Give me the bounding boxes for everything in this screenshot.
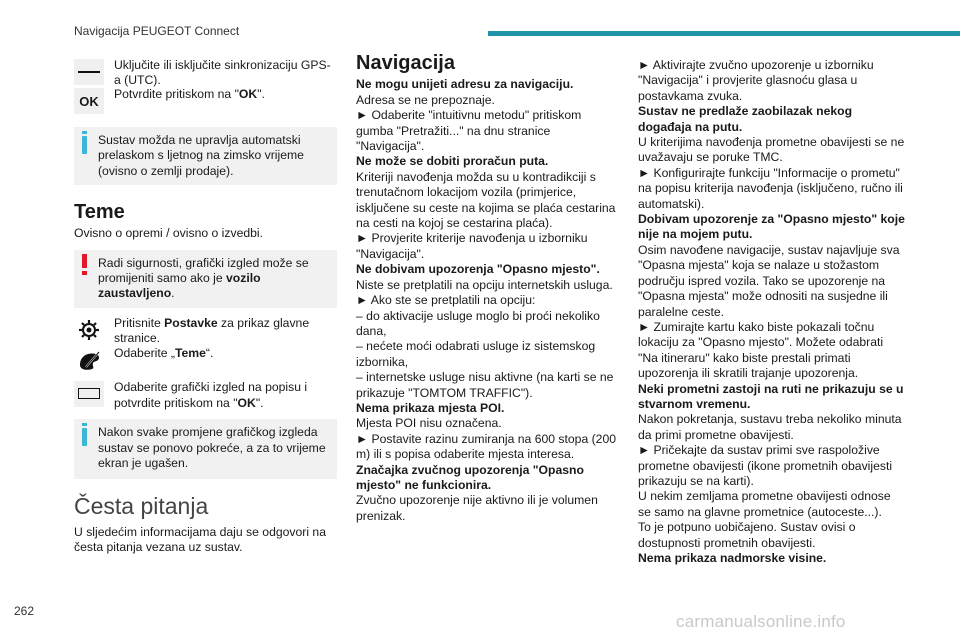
faq-question: Ne dobivam upozorenja "Opasno mjesto". (356, 262, 600, 277)
faq-question: Značajka zvučnog upozorenja "Opasno mjesto" ne funkcionira. (356, 462, 584, 492)
faq-answer-line: ► Odaberite "intuitivnu metodu" pritiskom gumba "Pretražiti..." na dnu stranice "Navigacija". (356, 108, 582, 154)
right-column (638, 58, 906, 566)
left-column (74, 58, 337, 555)
warning-icon (82, 254, 87, 268)
faq-question: Sustav ne predlaže zaobilazak nekog događaja na putu. (638, 104, 853, 134)
gear-icon (74, 317, 104, 343)
faq-answer-line: ► Postavite razinu zumiranja na 600 stopa (200 m) ili s popisa odaberite mjesta interesa. (356, 431, 617, 462)
faq-question: Neki prometni zastoji na ruti ne prikazuju se u stvarnom vremenu. (638, 381, 904, 411)
faq-answer-line: ► Provjerite kriterije navođenja u izborniku "Navigacija". (356, 231, 588, 261)
running-header: Navigacija PEUGEOT Connect (74, 24, 240, 38)
faq-answer-line: ► Ako ste se pretplatili na opciju: (356, 293, 536, 308)
section-title-faq: Česta pitanja (74, 493, 209, 520)
gps-sync-row (74, 58, 337, 89)
step-select-theme: Odaberite grafički izgled na popisu i potvrdite pritiskom na "OK". (74, 380, 337, 411)
teme-intro: Ovisno o opremi / ovisno o izvedbi. (74, 226, 263, 241)
faq-answer-line: – nećete moći odabrati usluge iz sistemskog izbornika, (356, 339, 596, 369)
gps-sync-text: Uključite ili isključite sinkronizaciju GPS-a (UTC). (114, 58, 331, 88)
right-text-block (638, 58, 906, 566)
faq-question: Dobivam upozorenje za "Opasno mjesto" koje nije na mojem putu. (638, 212, 905, 242)
faq-answer-line: Kriteriji navođenja možda su u kontradikciji s trenutačnom lokacijom vozila (primjerice, isključene su ceste na kojima se plaća cestarina na cesti na kojoj se cestarina plaća). (356, 169, 616, 231)
safety-warning-note: Radi sigurnosti, grafički izgled može se promijeniti samo ako je vozilo zaustavljeno. (74, 250, 337, 308)
faq-answer-line: – internetske usluge nisu aktivne (na karti se ne prikazuje "TOMTOM TRAFFIC"). (356, 370, 614, 400)
faq-answer-line: – do aktivacije usluge moglo bi proći nekoliko dana, (356, 308, 600, 338)
faq-answer-line: Adresa se ne prepoznaje. (356, 92, 495, 107)
faq-answer-line: U nekim zemljama prometne obavijesti odnose se samo na glavne prometnice (autoceste...). (638, 489, 891, 519)
toggle-icon (74, 59, 104, 85)
middle-text-block (356, 77, 620, 524)
list-bar-icon (74, 381, 104, 407)
faq-answer-line: Mjesta POI nisu označena. (356, 416, 502, 431)
step-themes: Odaberite „Teme“. (74, 346, 337, 376)
faq-answer-line: ► Zumirajte kartu kako biste pokazali točnu lokaciju za "Opasno mjesto". Možete odabrati "Na itineraru" kako biste prestali primati upozorenja ili skratili trajanje upozorenja. (638, 319, 884, 381)
faq-answer-line: Zvučno upozorenje nije aktivno ili je volumen prenizak. (356, 493, 598, 523)
faq-answer-line: U kriterijima navođenja prometne obavijesti se ne uvažavaju se poruke TMC. (638, 135, 905, 165)
faq-intro: U sljedećim informacijama daju se odgovori na česta pitanja vezana uz sustav. (74, 524, 326, 555)
page-number: 262 (14, 604, 35, 618)
faq-answer-line: Niste se pretplatili na opciju internetskih usluga. (356, 277, 613, 292)
confirm-ok-text: Potvrdite pritiskom na "OK". (114, 86, 265, 101)
info-icon (82, 136, 87, 154)
faq-answer-line: Nakon pokretanja, sustavu treba nekoliko minuta da primi prometne obavijesti. (638, 412, 902, 442)
faq-question: Nema prikaza nadmorske visine. (638, 551, 827, 565)
faq-question: Ne može se dobiti proračun puta. (356, 154, 549, 169)
restart-info-note: Nakon svake promjene grafičkog izgleda sustav se ponovo pokreće, a za to vrijeme ekran je ugašen. (74, 419, 337, 479)
faq-question: Nema prikaza mjesta POI. (356, 400, 505, 415)
section-title-teme: Teme (74, 200, 125, 223)
header-accent-bar (488, 31, 960, 36)
faq-answer-line: ► Pričekajte da sustav primi sve raspoložive prometne obavijesti (ikone prometnih obavijesti prikazuju se na karti). (638, 443, 893, 488)
faq-answer-line: ► Konfigurirajte funkciju "Informacije o prometu" na popisu kriterija navođenja (isključeno, ručno ili automatski). (638, 165, 903, 211)
dst-info-note: Sustav možda ne upravlja automatski prelaskom s ljetnog na zimsko vrijeme (ovisno o zemlji prodaje). (74, 127, 337, 185)
info-icon (82, 428, 87, 446)
faq-answer-line: To je potpuno uobičajeno. Sustav ovisi o dostupnosti prometnih obavijesti. (638, 520, 856, 550)
faq-answer-line: ► Aktivirajte zvučno upozorenje u izborniku "Navigacija" i provjerite glasnoću glasa u postavkama zvuka. (638, 58, 874, 103)
watermark: carmanualsonline.info (676, 612, 846, 631)
ok-icon: OK (74, 88, 104, 114)
section-title-navigacija: Navigacija (356, 52, 455, 74)
palette-icon (74, 347, 104, 373)
step-settings: Pritisnite Postavke za prikaz glavne stranice. (74, 316, 337, 347)
middle-column (356, 52, 620, 524)
confirm-ok-row (74, 87, 337, 117)
faq-question: Ne mogu unijeti adresu za navigaciju. (356, 77, 574, 92)
faq-answer-line: Osim navođene navigacije, sustav najavljuje sva "Opasna mjesta" koja se nalaze u stožastom području ispred vozila. Tako se upozorenje na "Opasna mjesta" može odnositi na susjedne ili paralelne ceste. (638, 242, 900, 319)
